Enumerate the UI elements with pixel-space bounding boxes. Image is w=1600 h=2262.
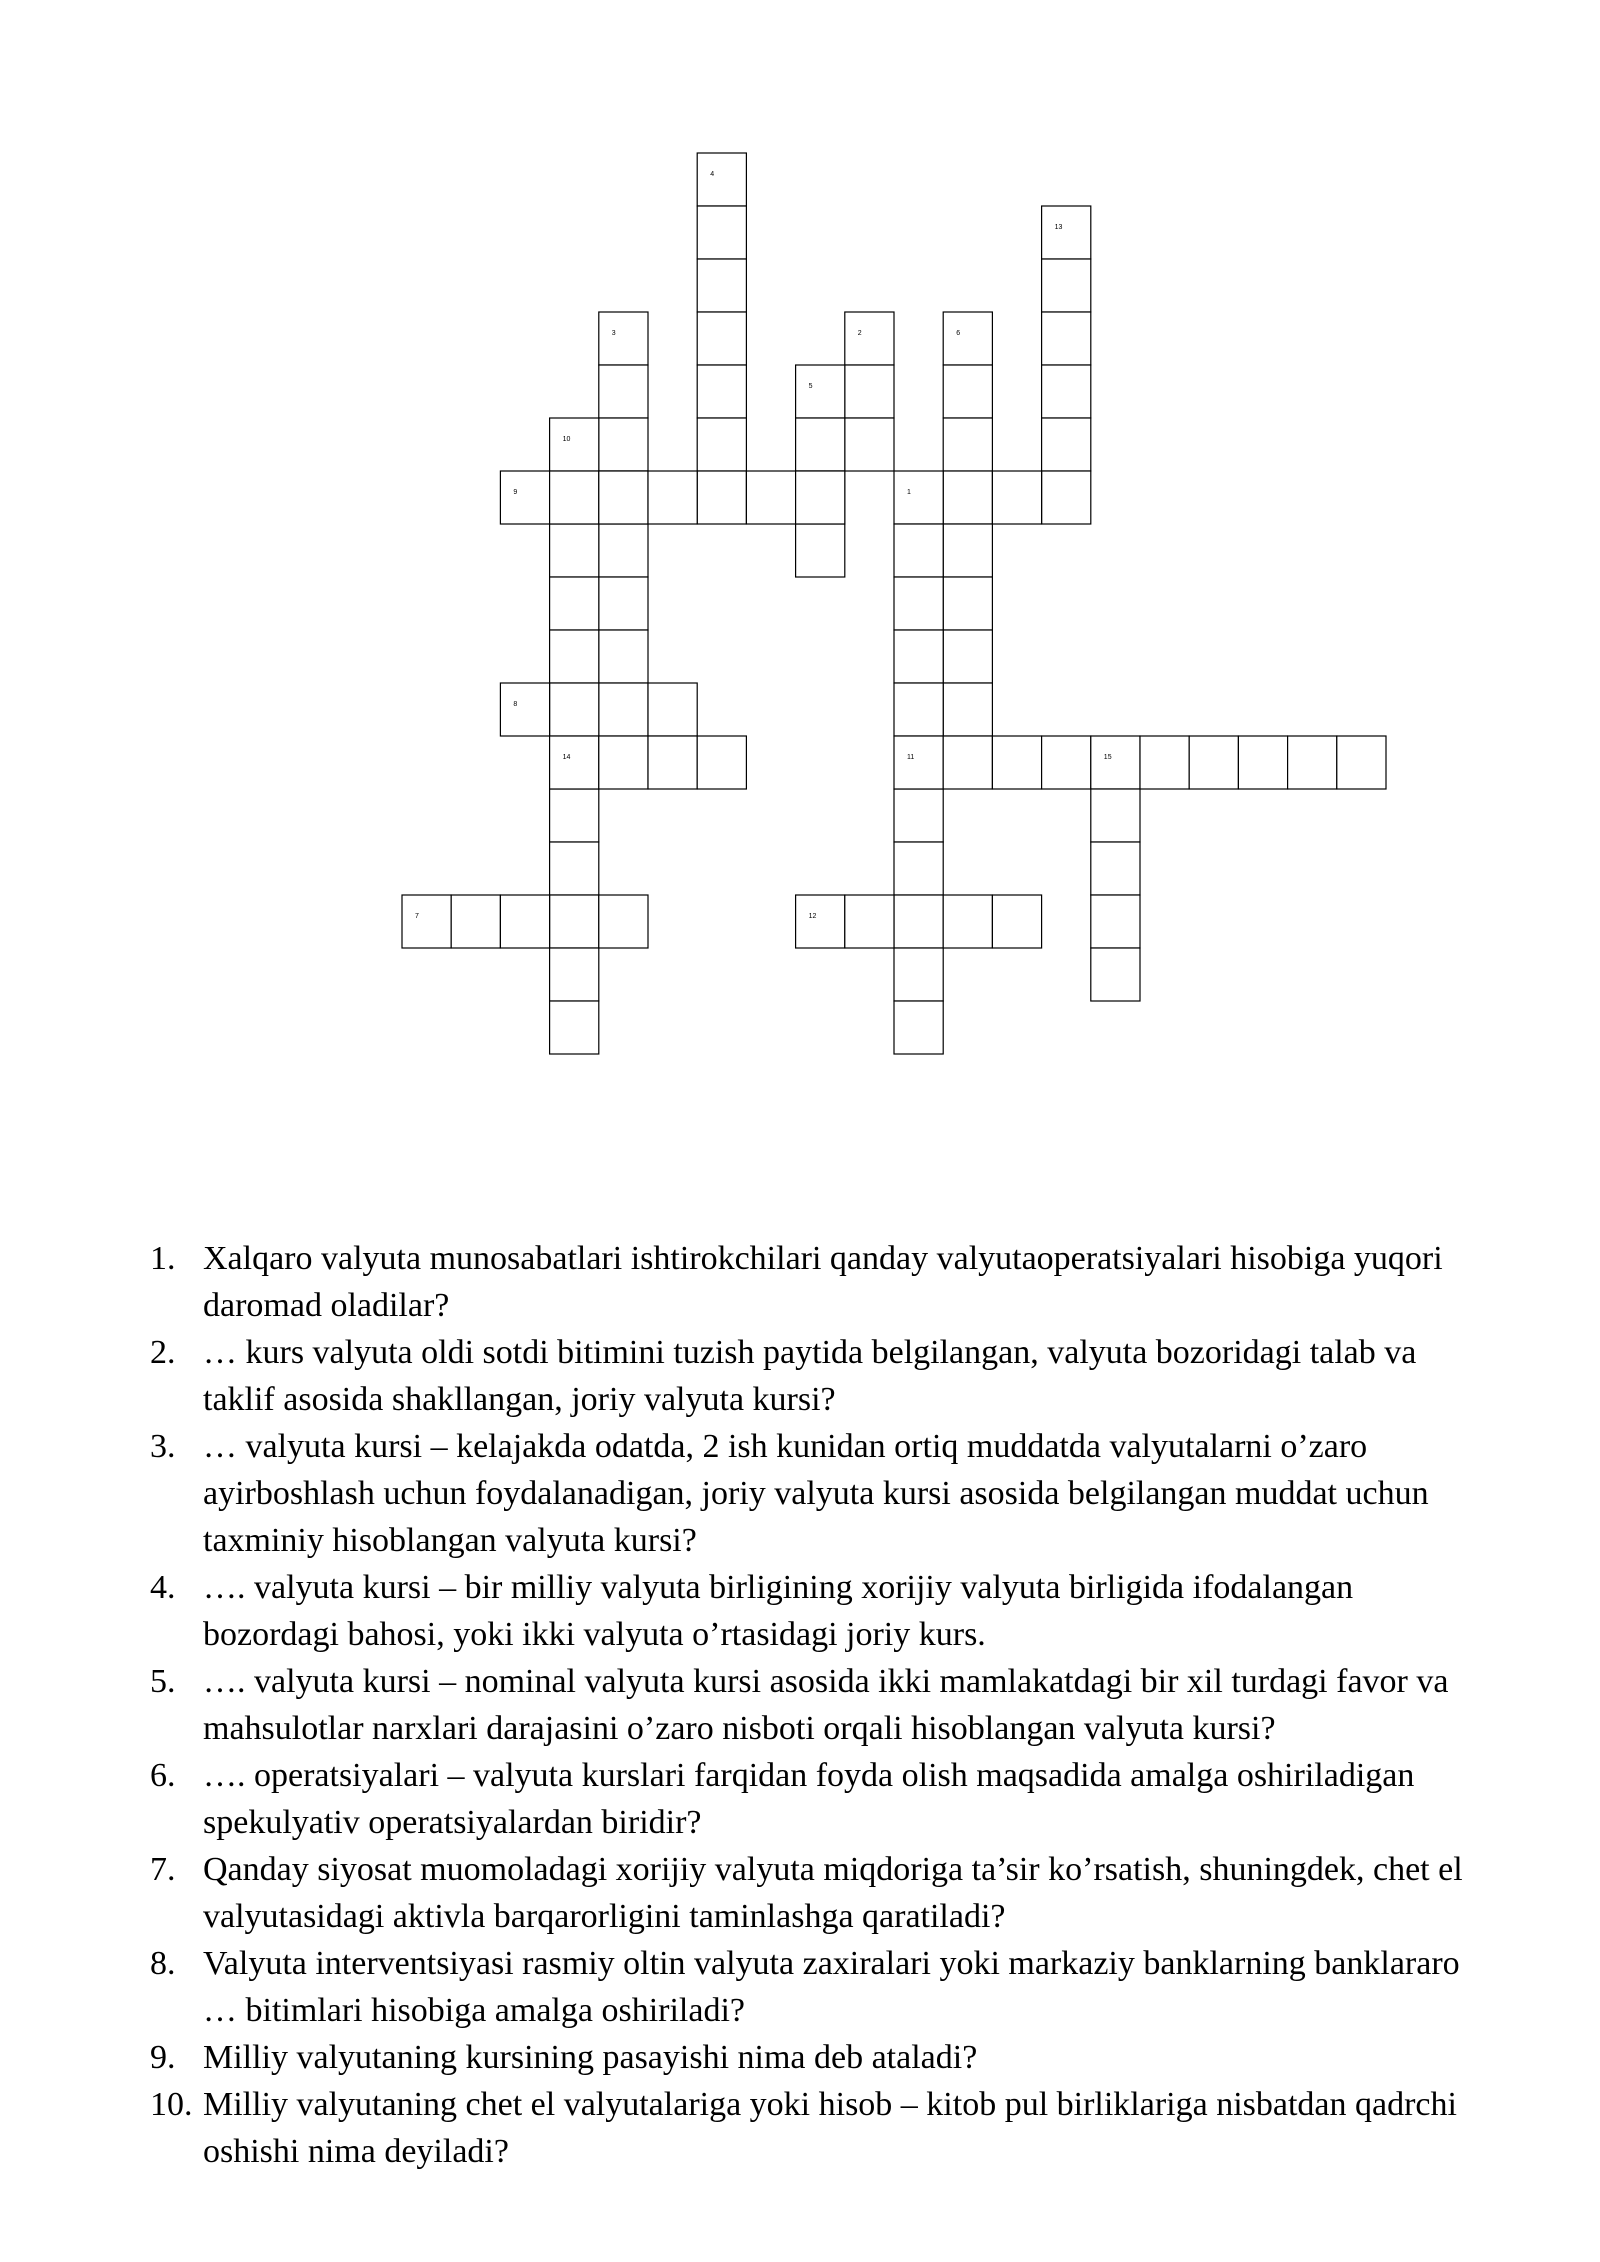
crossword-cell — [943, 418, 992, 471]
crossword-cell — [943, 683, 992, 736]
cell-number: 1 — [907, 489, 911, 496]
clue-text: Qanday siyosat muomoladagi xorijiy valyuta miqdoriga ta’sir ko’rsatish, shuningdek, chet el valyutasidagi aktivla barqarorligini taminlashga qaratiladi? — [203, 1851, 1463, 1935]
crossword-cell — [599, 577, 648, 630]
crossword-cell — [599, 471, 648, 524]
crossword-cell — [1091, 789, 1140, 842]
crossword-cell — [500, 683, 549, 736]
crossword-cell — [894, 630, 943, 683]
crossword-cell — [894, 683, 943, 736]
crossword-cell — [894, 736, 943, 789]
clue-number: 3. — [150, 1428, 176, 1465]
clue-number: 8. — [150, 1945, 176, 1982]
crossword-cell — [894, 524, 943, 577]
clue-text: …. operatsiyalari – valyuta kurslari farqidan foyda olish maqsadida amalga oshiriladigan spekulyativ operatsiyalardan biridir? — [203, 1757, 1415, 1841]
clue-list — [150, 1235, 1480, 2175]
clue-number: 5. — [150, 1663, 176, 1700]
clue-number: 4. — [150, 1569, 176, 1606]
crossword-cell — [599, 418, 648, 471]
crossword-cell — [648, 471, 697, 524]
crossword-cell — [550, 895, 599, 948]
clue-number: 7. — [150, 1851, 176, 1888]
crossword-cell — [894, 895, 943, 948]
crossword-cell — [1042, 471, 1091, 524]
crossword-cell — [845, 365, 894, 418]
cell-number: 8 — [513, 701, 518, 708]
crossword-cell — [943, 630, 992, 683]
clue-number: 6. — [150, 1757, 176, 1794]
crossword-cell — [550, 577, 599, 630]
crossword-cell — [1140, 736, 1189, 789]
cell-number: 9 — [513, 489, 518, 496]
cell-number: 6 — [956, 330, 961, 337]
crossword-cell — [894, 577, 943, 630]
crossword-cell — [550, 736, 599, 789]
crossword-cell — [943, 524, 992, 577]
crossword-cell — [1189, 736, 1238, 789]
crossword-cell — [1042, 312, 1091, 365]
clue-text: …. valyuta kursi – bir milliy valyuta birligining xorijiy valyuta birligida ifodalangan bozordagi bahosi, yoki ikki valyuta o’rtasidagi joriy kurs. — [203, 1569, 1354, 1653]
cell-number: 3 — [611, 330, 616, 337]
crossword-cell — [550, 683, 599, 736]
clue-item — [150, 2081, 1480, 2175]
crossword-cell — [402, 895, 451, 948]
crossword-cell — [451, 895, 500, 948]
crossword-cell — [1042, 259, 1091, 312]
crossword-cell — [943, 471, 992, 524]
crossword-cell — [894, 842, 943, 895]
crossword-cell — [943, 736, 992, 789]
crossword-cell — [599, 895, 648, 948]
cell-number: 4 — [710, 171, 715, 178]
crossword-cell — [599, 630, 648, 683]
crossword-cell — [550, 630, 599, 683]
cell-number: 11 — [907, 754, 915, 761]
crossword-svg — [0, 0, 1600, 1080]
crossword-cell — [550, 418, 599, 471]
crossword-cell — [697, 259, 746, 312]
crossword-cell — [796, 365, 845, 418]
cell-number: 7 — [415, 913, 419, 920]
crossword-cell — [697, 312, 746, 365]
clue-item — [150, 1658, 1480, 1752]
crossword-cell — [697, 365, 746, 418]
crossword-cell — [599, 365, 648, 418]
crossword-cell — [1091, 736, 1140, 789]
crossword-cell — [1042, 206, 1091, 259]
crossword-grid — [0, 0, 1600, 1080]
crossword-cell — [1042, 736, 1091, 789]
crossword-cell — [500, 471, 549, 524]
crossword-cell — [943, 577, 992, 630]
clue-number: 10. — [150, 2086, 193, 2123]
crossword-cell — [550, 842, 599, 895]
crossword-cell — [550, 524, 599, 577]
crossword-cell — [648, 736, 697, 789]
crossword-cell — [1091, 895, 1140, 948]
crossword-cell — [796, 524, 845, 577]
crossword-cell — [648, 683, 697, 736]
crossword-cell — [500, 895, 549, 948]
crossword-cell — [796, 895, 845, 948]
clue-text: Valyuta interventsiyasi rasmiy oltin valyuta zaxiralari yoki markaziy banklarning banklararo … bitimlari hisobiga amalga oshiriladi? — [203, 1945, 1460, 2029]
clue-item — [150, 2034, 1480, 2081]
crossword-cell — [1042, 418, 1091, 471]
crossword-cell — [845, 418, 894, 471]
clue-number: 2. — [150, 1334, 176, 1371]
crossword-cell — [599, 683, 648, 736]
clue-item — [150, 1846, 1480, 1940]
clue-item — [150, 1423, 1480, 1564]
crossword-cell — [894, 789, 943, 842]
cell-number: 14 — [562, 754, 571, 761]
cell-number: 13 — [1054, 224, 1063, 231]
clue-text: Milliy valyutaning chet el valyutalariga yoki hisob – kitob pul birliklariga nisbatdan qadrchi oshishi nima deyiladi? — [203, 2086, 1457, 2170]
clue-text: Milliy valyutaning kursining pasayishi nima deb ataladi? — [203, 2039, 978, 2076]
cell-number: 5 — [808, 383, 813, 390]
crossword-cell — [992, 895, 1041, 948]
crossword-cell — [796, 418, 845, 471]
clue-item — [150, 1329, 1480, 1423]
clue-number: 9. — [150, 2039, 176, 2076]
clue-item — [150, 1235, 1480, 1329]
crossword-cell — [894, 948, 943, 1001]
crossword-cell — [599, 524, 648, 577]
crossword-cell — [746, 471, 795, 524]
crossword-cell — [992, 736, 1041, 789]
clue-item — [150, 1564, 1480, 1658]
crossword-cell — [943, 312, 992, 365]
crossword-cell — [1091, 948, 1140, 1001]
crossword-cell — [599, 736, 648, 789]
crossword-cell — [845, 895, 894, 948]
crossword-cell — [550, 471, 599, 524]
crossword-cell — [550, 1001, 599, 1054]
crossword-cell — [894, 471, 943, 524]
crossword-cell — [697, 736, 746, 789]
clue-item — [150, 1752, 1480, 1846]
crossword-cell — [894, 1001, 943, 1054]
cell-number: 2 — [857, 330, 862, 337]
clue-text: … kurs valyuta oldi sotdi bitimini tuzish paytida belgilangan, valyuta bozoridagi talab va taklif asosida shakllangan, joriy valyuta kursi? — [203, 1334, 1417, 1418]
crossword-cell — [1337, 736, 1386, 789]
crossword-cell — [697, 418, 746, 471]
crossword-cell — [845, 312, 894, 365]
crossword-cell — [1238, 736, 1287, 789]
cell-number: 10 — [562, 436, 571, 443]
crossword-cell — [992, 471, 1041, 524]
crossword-cell — [550, 789, 599, 842]
clue-text: Xalqaro valyuta munosabatlari ishtirokchilari qanday valyutaoperatsiyalari hisobiga yuqori daromad oladilar? — [203, 1240, 1443, 1324]
crossword-cell — [943, 895, 992, 948]
crossword-cell — [1288, 736, 1337, 789]
cell-number: 12 — [808, 913, 817, 920]
crossword-cell — [697, 206, 746, 259]
clue-text: … valyuta kursi – kelajakda odatda, 2 ish kunidan ortiq muddatda valyutalarni o’zaro ayirboshlash uchun foydalanadigan, joriy valyuta kursi asosida belgilangan muddat uchun taxminiy hisoblangan valyuta kursi? — [203, 1428, 1429, 1559]
clue-item — [150, 1940, 1480, 2034]
clue-number: 1. — [150, 1240, 176, 1277]
crossword-cell — [1091, 842, 1140, 895]
crossword-cell — [1042, 365, 1091, 418]
crossword-cell — [697, 153, 746, 206]
crossword-cell — [550, 948, 599, 1001]
crossword-cell — [796, 471, 845, 524]
cell-number: 15 — [1103, 754, 1112, 761]
clue-text: …. valyuta kursi – nominal valyuta kursi asosida ikki mamlakatdagi bir xil turdagi favor va mahsulotlar narxlari darajasini o’zaro nisboti orqali hisoblangan valyuta kursi? — [203, 1663, 1449, 1747]
crossword-cell — [599, 312, 648, 365]
crossword-cell — [943, 365, 992, 418]
crossword-cell — [697, 471, 746, 524]
